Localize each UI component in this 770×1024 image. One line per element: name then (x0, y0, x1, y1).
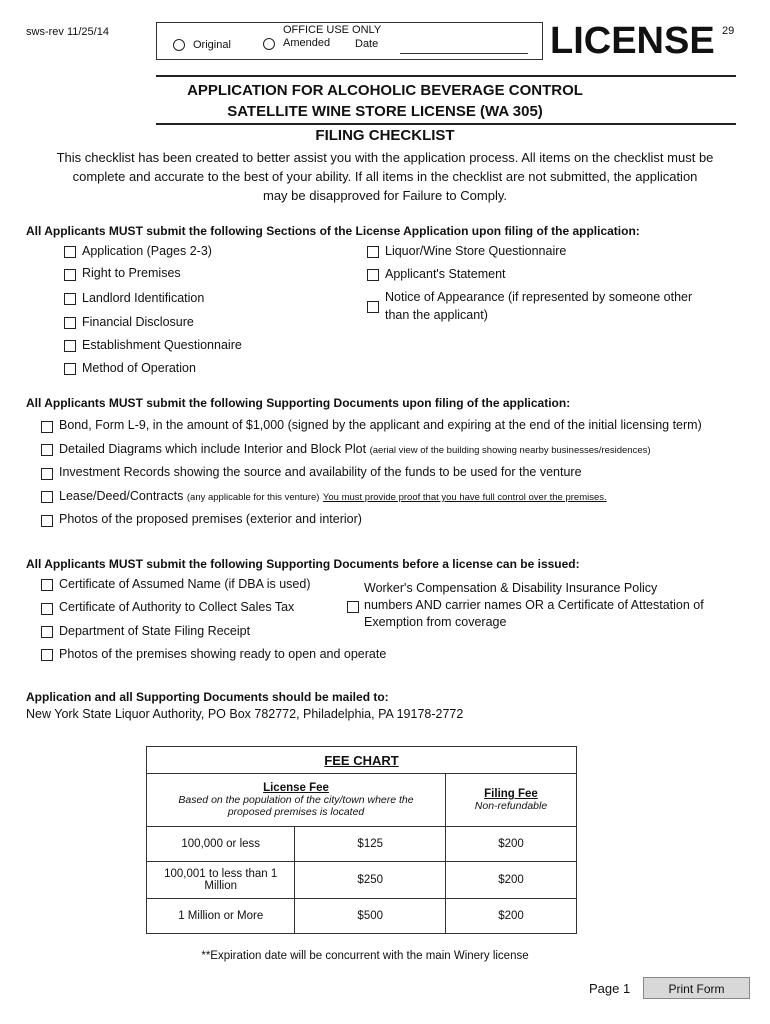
amended-label: Amended (283, 37, 331, 49)
item-notice-appearance-2: than the applicant) (385, 308, 488, 322)
item-lease-text: Lease/Deed/Contracts (59, 489, 184, 503)
license-fee-cell: $250 (295, 862, 446, 899)
item-notice-appearance-1: Notice of Appearance (if represented by someone other (385, 290, 693, 304)
checkbox-application[interactable] (64, 246, 76, 258)
filing-fee-cell: $200 (446, 899, 577, 934)
license-fee-label: License Fee (263, 782, 329, 794)
checkbox-investment[interactable] (41, 468, 53, 480)
filing-fee-desc: Non-refundable (474, 800, 548, 812)
date-label: Date (355, 38, 379, 50)
item-liquor-questionnaire: Liquor/Wine Store Questionnaire (385, 244, 567, 258)
checkbox-financial[interactable] (64, 317, 76, 329)
section2-heading: All Applicants MUST submit the following Supporting Documents upon filing of the application: (26, 396, 571, 410)
checkbox-notice-appearance[interactable] (367, 301, 379, 313)
item-bond: Bond, Form L-9, in the amount of $1,000 (signed by the applicant and expiring at the end of the initial licensing term) (59, 418, 702, 432)
item-establishment: Establishment Questionnaire (82, 338, 242, 352)
original-radio[interactable] (173, 39, 185, 51)
filing-fee-cell: $200 (446, 862, 577, 899)
license-fee-desc2: proposed premises is located (227, 806, 365, 818)
mail-heading: Application and all Supporting Documents should be mailed to: (26, 690, 389, 704)
filing-fee-label: Filing Fee (484, 788, 538, 800)
license-fee-cell: $500 (295, 899, 446, 934)
item-method: Method of Operation (82, 361, 196, 375)
page-label: Page 1 (589, 981, 631, 996)
title-line2: SATELLITE WINE STORE LICENSE (WA 305) (227, 103, 543, 120)
item-lease (59, 489, 607, 503)
population-cell: 1 Million or More (147, 899, 295, 934)
title-rule (156, 123, 736, 125)
item-lease-note: (any applicable for this venture) (186, 492, 320, 503)
item-financial: Financial Disclosure (82, 315, 194, 329)
table-row (147, 827, 577, 862)
item-assumed-name: Certificate of Assumed Name (if DBA is used) (59, 577, 311, 591)
checkbox-establishment[interactable] (64, 340, 76, 352)
item-lease-underline: You must provide proof that you have full control over the premises. (322, 492, 607, 503)
checkbox-landlord[interactable] (64, 293, 76, 305)
item-workers-comp-3: Exemption from coverage (364, 615, 507, 629)
office-use-label: OFFICE USE ONLY (283, 24, 382, 36)
page-number: 29 (722, 25, 735, 37)
population-cell: 100,000 or less (147, 827, 295, 862)
intro-line3: may be disapproved for Failure to Comply. (263, 188, 507, 203)
section1-heading: All Applicants MUST submit the following Sections of the License Application upon filing of the application: (26, 224, 640, 238)
intro-line1: This checklist has been created to better assist you with the application process. All items on the checklist must be (56, 150, 714, 165)
checkbox-lease[interactable] (41, 491, 53, 503)
fee-chart-title: FEE CHART (147, 747, 577, 774)
license-fee-header (147, 774, 446, 827)
item-photos-proposed: Photos of the proposed premises (exterior and interior) (59, 512, 362, 526)
item-diagrams (59, 442, 651, 456)
checkbox-photos-proposed[interactable] (41, 515, 53, 527)
item-workers-comp-1: Worker's Compensation & Disability Insurance Policy (364, 581, 658, 595)
date-field[interactable] (400, 53, 528, 54)
mail-address: New York State Liquor Authority, PO Box 782772, Philadelphia, PA 19178-2772 (26, 707, 464, 721)
checkbox-applicant-statement[interactable] (367, 269, 379, 281)
item-workers-comp-2: numbers AND carrier names OR a Certificate of Attestation of (364, 598, 704, 612)
table-row (147, 899, 577, 934)
item-sales-tax: Certificate of Authority to Collect Sales Tax (59, 600, 295, 614)
checkbox-dos-receipt[interactable] (41, 626, 53, 638)
checkbox-workers-comp[interactable] (347, 601, 359, 613)
item-landlord: Landlord Identification (82, 291, 205, 305)
checkbox-bond[interactable] (41, 421, 53, 433)
intro-line2: complete and accurate to the best of your ability. If all items in the checklist are not submitted, the application (72, 169, 698, 184)
checkbox-diagrams[interactable] (41, 444, 53, 456)
item-application: Application (Pages 2-3) (82, 244, 212, 258)
checkbox-photos-ready[interactable] (41, 649, 53, 661)
title-line1: APPLICATION FOR ALCOHOLIC BEVERAGE CONTROL (187, 82, 583, 99)
expiration-note: **Expiration date will be concurrent with the main Winery license (201, 950, 529, 962)
item-applicant-statement: Applicant's Statement (385, 267, 506, 281)
item-diagrams-note: (aerial view of the building showing nearby businesses/residences) (369, 445, 651, 456)
item-diagrams-text: Detailed Diagrams which include Interior and Block Plot (59, 442, 367, 456)
header-rule (156, 75, 736, 77)
checkbox-method[interactable] (64, 363, 76, 375)
checkbox-sales-tax[interactable] (41, 603, 53, 615)
license-fee-desc1: Based on the population of the city/town where the (178, 794, 414, 806)
filing-fee-cell: $200 (446, 827, 577, 862)
original-label: Original (193, 39, 231, 51)
print-form-button[interactable]: Print Form (643, 977, 750, 999)
license-heading: LICENSE (550, 20, 715, 62)
population-line1: 100,001 to less than 1 (164, 868, 278, 880)
filing-fee-header (446, 774, 577, 827)
population-cell (147, 862, 295, 899)
checkbox-liquor-questionnaire[interactable] (367, 246, 379, 258)
checkbox-right-to-premises[interactable] (64, 269, 76, 281)
license-fee-cell: $125 (295, 827, 446, 862)
amended-radio[interactable] (263, 38, 275, 50)
title-line3: FILING CHECKLIST (315, 127, 455, 144)
item-photos-ready: Photos of the premises showing ready to open and operate (59, 647, 387, 661)
item-investment: Investment Records showing the source and availability of the funds to be used for the venture (59, 465, 582, 479)
table-row (147, 862, 577, 899)
checkbox-assumed-name[interactable] (41, 579, 53, 591)
revision-label: sws-rev 11/25/14 (26, 26, 109, 38)
item-dos-receipt: Department of State Filing Receipt (59, 624, 251, 638)
section3-heading: All Applicants MUST submit the following Supporting Documents before a license can be issued: (26, 557, 580, 571)
fee-chart-table (146, 746, 577, 934)
item-right-to-premises: Right to Premises (82, 266, 181, 280)
population-line2: Million (204, 880, 238, 892)
